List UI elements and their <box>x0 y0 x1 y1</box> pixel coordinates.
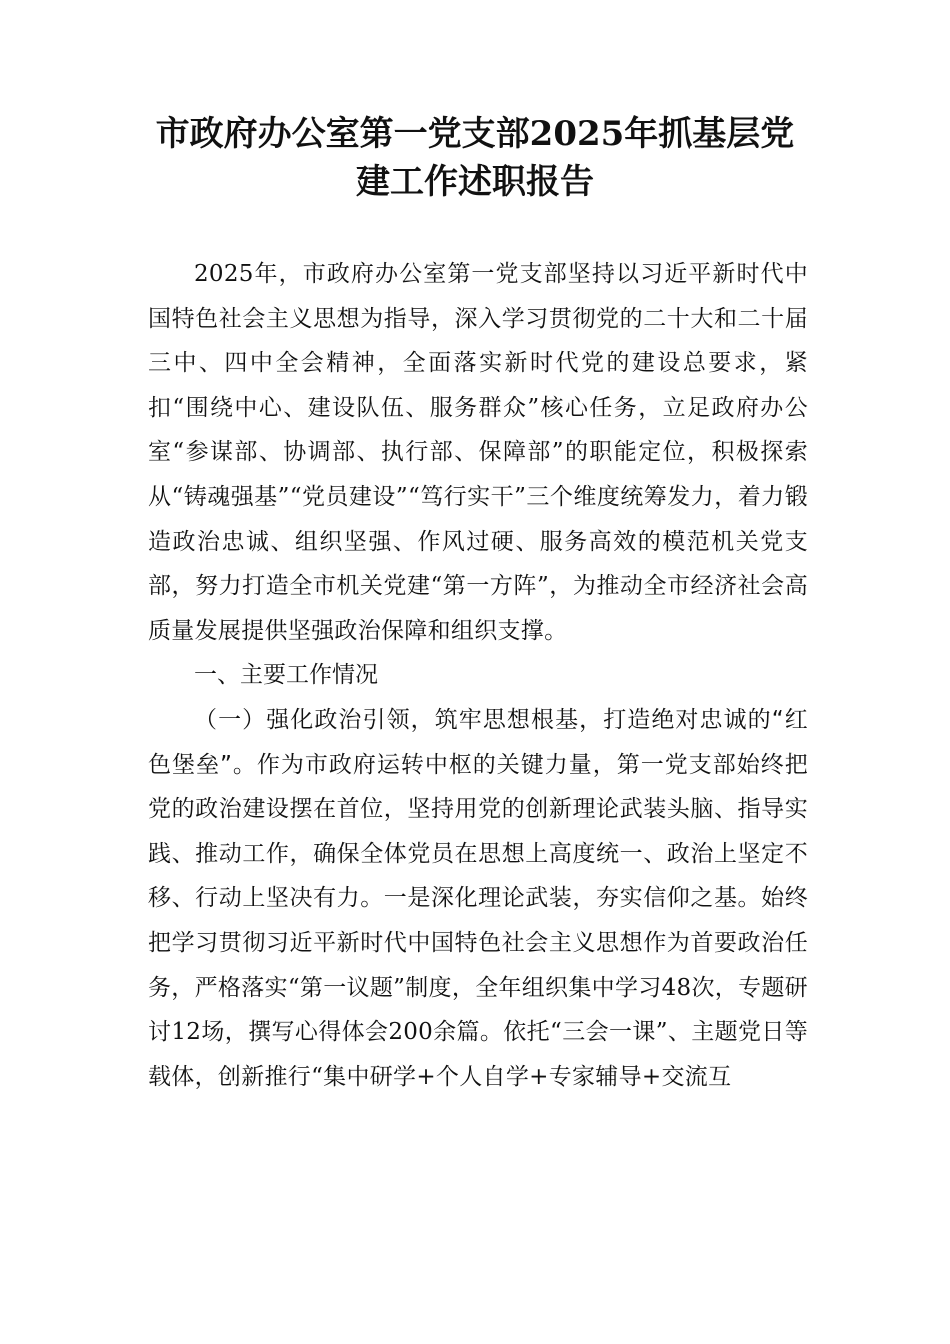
document-title <box>140 110 810 206</box>
subsection-body-1: 作为市政府运转中枢的关键力量，第一党支部始终把党的政治建设摆在首位，坚持用党的创新理论武装头脑、指导实践、推动工作，确保全体党员在思想上高度统一、政治上坚定不移、行动上坚决有力。一是深化理论武装，夯实信仰之基。始终把学习贯彻习近平新时代中国特色社会主义思想作为首要政治任务，严格落实“第一议题”制度，全年组织集中学习48次，专题研讨12场，撰写心得体会200余篇。依托“三会一课”、主题党日等载体，创新推行“集中研学+个人自学+专家辅导+交流互 <box>148 751 808 1090</box>
document-body <box>148 252 808 1099</box>
title-line-1: 市政府办公室第一党支部2025年抓基层党 <box>155 114 795 154</box>
title-line-2: 建工作述职报告 <box>356 162 594 202</box>
subsection-heading-1: （一）强化政治引领，筑牢思想根基，打造绝对忠诚的“红色堡垒”。 <box>148 706 808 778</box>
subsection-paragraph-1 <box>148 698 808 1099</box>
section-heading-1: 一、主要工作情况 <box>194 662 378 689</box>
intro-paragraph: 2025年，市政府办公室第一党支部坚持以习近平新时代中国特色社会主义思想为指导，深入学习贯彻党的二十大和二十届三中、四中全会精神，全面落实新时代党的建设总要求，紧扣“围绕中心、建设队伍、服务群众”核心任务，立足政府办公室“参谋部、协调部、执行部、保障部”的职能定位，积极探索从“铸魂强基”“党员建设”“笃行实干”三个维度统筹发力，着力锻造政治忠诚、组织坚强、作风过硬、服务高效的模范机关党支部，努力打造全市机关党建“第一方阵”，为推动全市经济社会高质量发展提供坚强政治保障和组织支撑。 <box>148 261 808 644</box>
